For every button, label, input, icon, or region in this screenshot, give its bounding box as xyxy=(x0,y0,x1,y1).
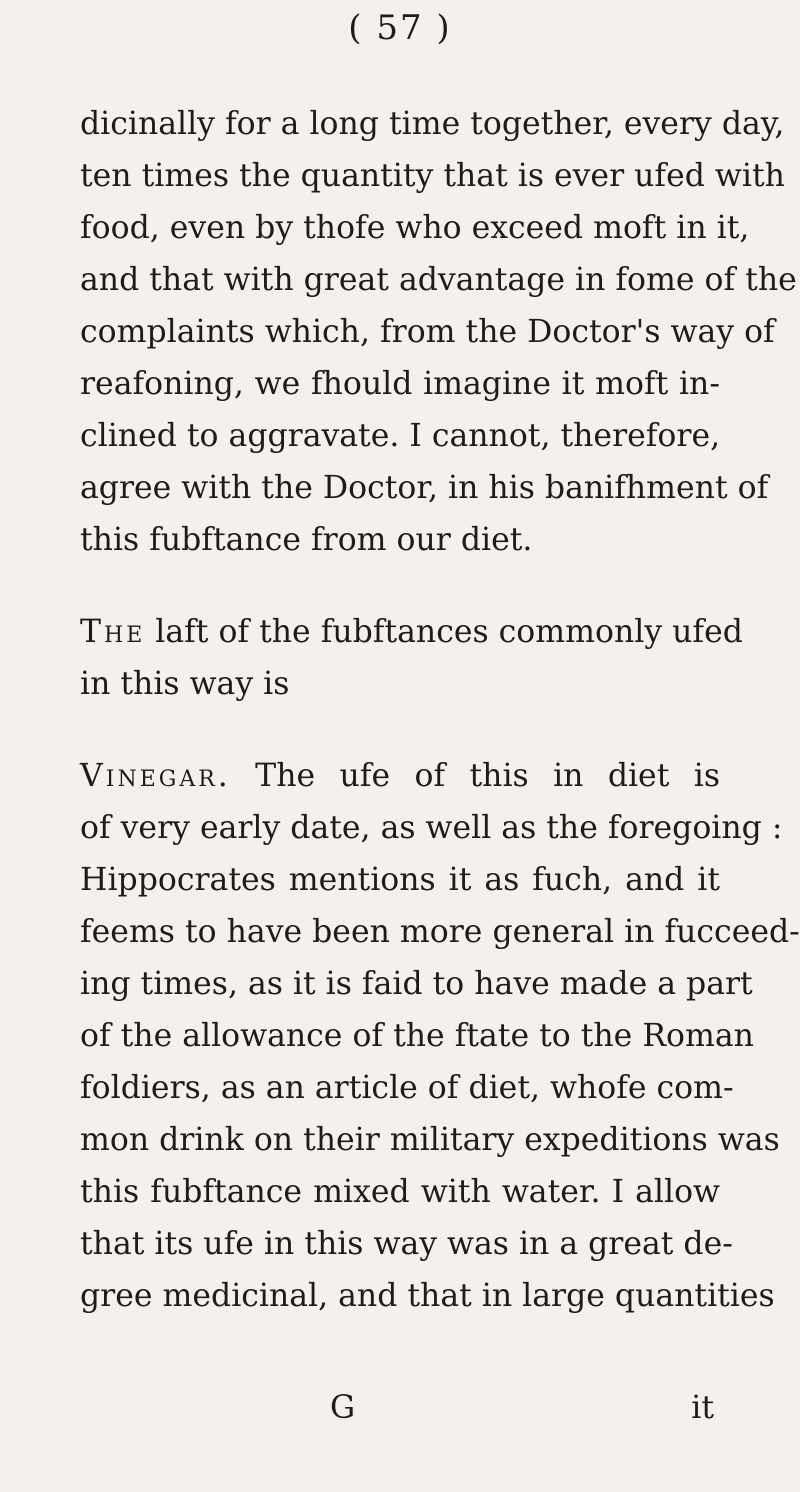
catchword: it xyxy=(691,1390,714,1426)
text-line: this fubftance from our diet. xyxy=(80,522,533,558)
text-line: feems to have been more general in fucceed- xyxy=(80,914,800,950)
text-line: complaints which, from the Doctor's way of xyxy=(80,314,775,350)
text-line xyxy=(80,606,743,658)
page-number: ( 57 ) xyxy=(348,8,452,48)
text-line: agree with the Doctor, in his banifhment of xyxy=(80,470,769,506)
text-line: mon drink on their military expeditions was xyxy=(80,1122,780,1158)
text-line: food, even by thofe who exceed moft in it, xyxy=(80,210,750,246)
signature-mark: G xyxy=(330,1390,356,1426)
text-line: this fubftance mixed with water. I allow xyxy=(80,1174,720,1210)
paragraph-gap xyxy=(80,566,720,606)
paragraph-1 xyxy=(80,98,797,566)
text-line: Hippocrates mentions it as fuch, and it xyxy=(80,862,720,898)
line-rest: laft of the fubftances commonly ufed xyxy=(145,614,743,650)
line-rest: The ufe of this in diet is xyxy=(230,758,720,794)
body-text xyxy=(80,98,800,1322)
text-line: foldiers, as an article of diet, whofe com- xyxy=(80,1070,734,1106)
text-line: in this way is xyxy=(80,666,290,702)
text-line: of very early date, as well as the foregoing : xyxy=(80,810,783,846)
paragraph-2 xyxy=(80,606,743,710)
text-line: that its ufe in this way was in a great de- xyxy=(80,1226,733,1262)
paragraph-gap xyxy=(80,710,720,750)
lead-word: The xyxy=(80,614,146,650)
page-footer xyxy=(80,1390,720,1440)
text-line: gree medicinal, and that in large quantities xyxy=(80,1278,775,1314)
text-line xyxy=(80,750,720,802)
paragraph-3 xyxy=(80,750,800,1322)
text-line: of the allowance of the ftate to the Roman xyxy=(80,1018,754,1054)
text-line: dicinally for a long time together, every day, xyxy=(80,106,785,142)
text-line: reafoning, we fhould imagine it moft in- xyxy=(80,366,720,402)
text-line: ten times the quantity that is ever ufed with xyxy=(80,158,785,194)
lead-word: Vinegar. xyxy=(80,758,231,794)
text-line: clined to aggravate. I cannot, therefore, xyxy=(80,418,721,454)
text-line: ing times, as it is faid to have made a part xyxy=(80,966,753,1002)
text-line: and that with great advantage in fome of the xyxy=(80,262,797,298)
